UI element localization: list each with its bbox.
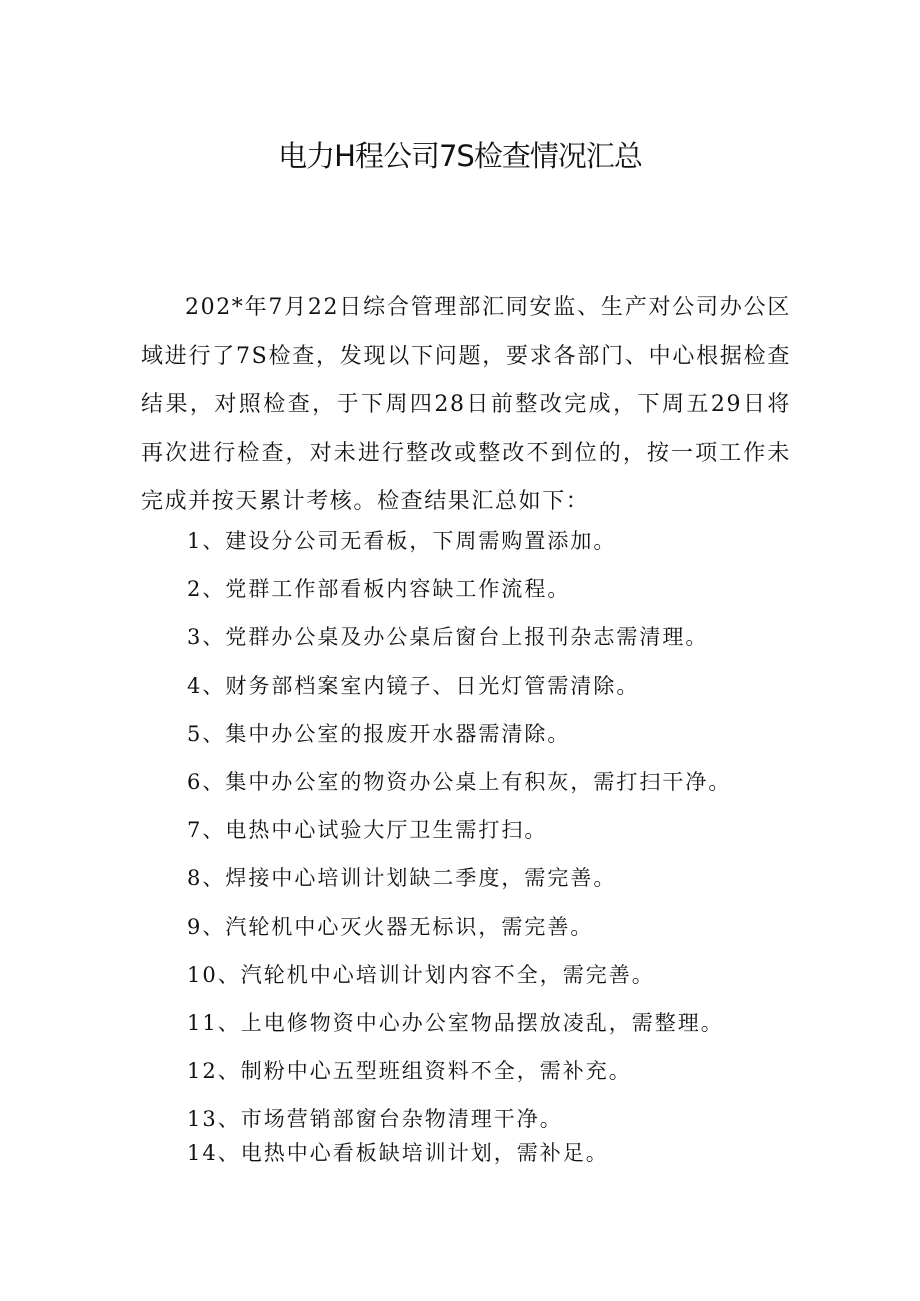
document-title: 电力H程公司7S检查情况汇总 xyxy=(278,139,642,173)
issue-list xyxy=(187,528,807,1188)
list-item: 7、电热中心试验大厅卫生需打扫。 xyxy=(187,818,548,843)
list-item: 8、焊接中心培训计划缺二季度，需完善。 xyxy=(187,866,617,891)
list-item: 2、党群工作部看板内容缺工作流程。 xyxy=(187,577,571,602)
list-item: 13、市场营销部窗台杂物清理干净。 xyxy=(187,1107,563,1132)
list-item: 1、建设分公司无看板，下周需购置添加。 xyxy=(187,529,617,553)
list-item: 12、制粉中心五型班组资料不全，需补充。 xyxy=(187,1059,632,1084)
list-item: 6、集中办公室的物资办公桌上有积灰，需打扫干净。 xyxy=(187,769,732,794)
list-item: 5、集中办公室的报废开水器需清除。 xyxy=(187,721,571,746)
list-item: 9、汽轮机中心灭火器无标识，需完善。 xyxy=(187,914,594,939)
list-item: 3、党群办公桌及办公桌后窗台上报刊杂志需清理。 xyxy=(187,625,709,650)
list-item: 4、财务部档案室内镜子、日光灯管需清除。 xyxy=(187,673,640,698)
list-item: 14、电热中心看板缺培训计划，需补足。 xyxy=(187,1141,609,1166)
list-item: 10、汽轮机中心培训计划内容不全，需完善。 xyxy=(187,962,655,987)
intro-paragraph: 202*年7月22日综合管理部汇同安监、生产对公司办公区域进行了7S检查，发现以下问题，要求各部门、中心根据检查结果，对照检查，于下周四28日前整改完成，下周五29日将再次进行检查，对未进行整改或整改不到位的，按一项工作未完成并按天累计考核。检查结果汇总如下： xyxy=(141,295,791,514)
list-item: 11、上电修物资中心办公室物品摆放凌乱，需整理。 xyxy=(187,1010,724,1035)
